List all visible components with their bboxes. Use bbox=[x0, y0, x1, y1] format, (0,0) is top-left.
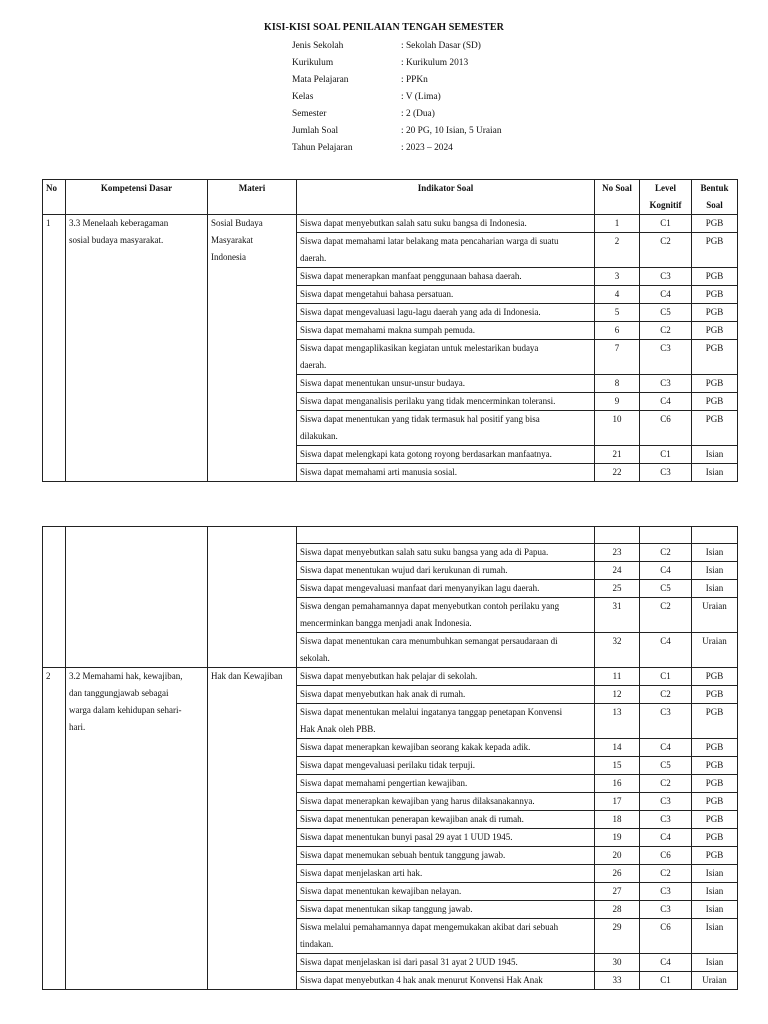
bentuk-soal-cell: PGB bbox=[692, 286, 738, 304]
table-header-row bbox=[43, 180, 738, 215]
no-soal-cell: 24 bbox=[595, 562, 640, 580]
level-kognitif-cell: C2 bbox=[640, 686, 692, 704]
no-soal-cell: 26 bbox=[595, 865, 640, 883]
level-kognitif-cell: C3 bbox=[640, 811, 692, 829]
no-soal-cell: 19 bbox=[595, 829, 640, 847]
level-kognitif-cell: C2 bbox=[640, 598, 692, 633]
bentuk-soal-cell: Isian bbox=[692, 865, 738, 883]
no-soal-cell: 23 bbox=[595, 544, 640, 562]
indikator-line: mencerminkan bangga menjadi anak Indonesia. bbox=[300, 618, 472, 628]
kompetensi-dasar-cell bbox=[66, 668, 208, 990]
indikator-line: Siswa dapat mengaplikasikan kegiatan untuk melestarikan budaya bbox=[300, 343, 539, 353]
meta-row bbox=[292, 55, 502, 72]
level-kognitif-cell: C5 bbox=[640, 757, 692, 775]
kompetensi-dasar-line: 3.3 Menelaah keberagaman bbox=[69, 218, 169, 228]
materi-line: Masyarakat bbox=[211, 235, 253, 245]
indikator-line: Siswa dapat menentukan wujud dari kerukunan di rumah. bbox=[300, 565, 508, 575]
no-soal-cell: 33 bbox=[595, 972, 640, 990]
indikator-line: Siswa melalui pemahamannya dapat mengemukakan akibat dari sebuah bbox=[300, 922, 559, 932]
meta-row bbox=[292, 89, 502, 106]
indikator-soal-cell bbox=[297, 268, 595, 286]
no-soal-cell: 25 bbox=[595, 580, 640, 598]
indikator-line: Siswa dapat melengkapi kata gotong royong berdasarkan manfaatnya. bbox=[300, 449, 552, 459]
level-kognitif-cell: C4 bbox=[640, 562, 692, 580]
bentuk-soal-cell: PGB bbox=[692, 757, 738, 775]
bentuk-soal-cell: Isian bbox=[692, 580, 738, 598]
bentuk-soal-cell: PGB bbox=[692, 811, 738, 829]
header-indikator-soal: Indikator Soal bbox=[297, 180, 595, 215]
header-no: No bbox=[43, 180, 66, 215]
bentuk-soal-cell: Isian bbox=[692, 464, 738, 482]
indikator-line: Siswa dapat menyebutkan hak pelajar di sekolah. bbox=[300, 671, 478, 681]
meta-label: Kurikulum bbox=[292, 58, 334, 68]
materi-line: Sosial Budaya bbox=[211, 218, 263, 228]
level-kognitif-cell: C3 bbox=[640, 793, 692, 811]
level-kognitif-cell: C5 bbox=[640, 580, 692, 598]
indikator-line: Siswa dapat memahami arti manusia sosial. bbox=[300, 467, 457, 477]
indikator-soal-cell bbox=[297, 668, 595, 686]
empty-cell bbox=[692, 527, 738, 544]
bentuk-soal-cell: PGB bbox=[692, 775, 738, 793]
indikator-soal-cell bbox=[297, 446, 595, 464]
level-kognitif-cell: C3 bbox=[640, 901, 692, 919]
indikator-soal-cell bbox=[297, 739, 595, 757]
indikator-soal-cell bbox=[297, 775, 595, 793]
indikator-line: Siswa dapat mengevaluasi manfaat dari menyanyikan lagu daerah. bbox=[300, 583, 540, 593]
header-level-kognitif bbox=[640, 180, 692, 215]
no-soal-cell: 15 bbox=[595, 757, 640, 775]
document-meta bbox=[292, 38, 502, 157]
table-row bbox=[43, 668, 738, 686]
bentuk-soal-cell: Uraian bbox=[692, 972, 738, 990]
indikator-soal-cell bbox=[297, 304, 595, 322]
kompetensi-dasar-line: hari. bbox=[69, 722, 86, 732]
indikator-soal-cell bbox=[297, 757, 595, 775]
level-kognitif-cell: C3 bbox=[640, 464, 692, 482]
indikator-soal-cell bbox=[297, 847, 595, 865]
indikator-line: Siswa dapat menjelaskan arti hak. bbox=[300, 868, 423, 878]
blank-continuation-row bbox=[43, 527, 738, 544]
indikator-soal-cell bbox=[297, 393, 595, 411]
no-soal-cell: 11 bbox=[595, 668, 640, 686]
indikator-soal-cell bbox=[297, 340, 595, 375]
level-kognitif-cell: C2 bbox=[640, 775, 692, 793]
indikator-line: Siswa dapat menjelaskan isi dari pasal 31 ayat 2 UUD 1945. bbox=[300, 957, 518, 967]
table-body bbox=[43, 215, 738, 482]
level-kognitif-cell: C6 bbox=[640, 919, 692, 954]
bentuk-soal-cell: PGB bbox=[692, 304, 738, 322]
indikator-line: Siswa dengan pemahamannya dapat menyebutkan contoh perilaku yang bbox=[300, 601, 560, 611]
level-kognitif-cell: C2 bbox=[640, 865, 692, 883]
bentuk-soal-cell: Isian bbox=[692, 562, 738, 580]
indikator-soal-cell bbox=[297, 322, 595, 340]
indikator-line: Siswa dapat menentukan unsur-unsur budaya. bbox=[300, 378, 466, 388]
meta-value: : 2023 – 2024 bbox=[401, 143, 453, 153]
meta-label: Jenis Sekolah bbox=[292, 41, 344, 51]
no-soal-cell: 2 bbox=[595, 233, 640, 268]
kisi-kisi-table-page-1 bbox=[42, 179, 738, 482]
indikator-line: Siswa dapat menemukan sebuah bentuk tanggung jawab. bbox=[300, 850, 506, 860]
level-kognitif-cell: C3 bbox=[640, 340, 692, 375]
indikator-line: Siswa dapat menyebutkan salah satu suku bangsa yang ada di Papua. bbox=[300, 547, 549, 557]
indikator-line: Siswa dapat mengevaluasi perilaku tidak terpuji. bbox=[300, 760, 475, 770]
materi-cell bbox=[208, 668, 297, 990]
indikator-soal-cell bbox=[297, 883, 595, 901]
bentuk-soal-cell: Isian bbox=[692, 446, 738, 464]
meta-row bbox=[292, 140, 502, 157]
bentuk-soal-cell: PGB bbox=[692, 268, 738, 286]
indikator-soal-cell bbox=[297, 793, 595, 811]
meta-value: : V (Lima) bbox=[401, 92, 441, 102]
indikator-line: Siswa dapat memahami makna sumpah pemuda. bbox=[300, 325, 475, 335]
no-soal-cell: 17 bbox=[595, 793, 640, 811]
no-soal-cell: 10 bbox=[595, 411, 640, 446]
meta-label: Jumlah Soal bbox=[292, 126, 339, 136]
empty-cell bbox=[208, 527, 297, 668]
materi-line: Hak dan Kewajiban bbox=[211, 671, 283, 681]
indikator-line: Siswa dapat mengevaluasi lagu-lagu daerah yang ada di Indonesia. bbox=[300, 307, 541, 317]
meta-value: : 20 PG, 10 Isian, 5 Uraian bbox=[401, 126, 502, 136]
indikator-soal-cell bbox=[297, 580, 595, 598]
row-number-cell: 1 bbox=[43, 215, 66, 482]
bentuk-soal-cell: PGB bbox=[692, 847, 738, 865]
meta-row bbox=[292, 72, 502, 89]
level-kognitif-cell: C2 bbox=[640, 322, 692, 340]
indikator-line: sekolah. bbox=[300, 653, 330, 663]
empty-cell bbox=[43, 527, 66, 668]
materi-cell bbox=[208, 215, 297, 482]
indikator-line: tindakan. bbox=[300, 939, 334, 949]
empty-cell bbox=[66, 527, 208, 668]
no-soal-cell: 28 bbox=[595, 901, 640, 919]
no-soal-cell: 4 bbox=[595, 286, 640, 304]
no-soal-cell: 30 bbox=[595, 954, 640, 972]
indikator-line: daerah. bbox=[300, 360, 327, 370]
indikator-soal-cell bbox=[297, 464, 595, 482]
indikator-line: Siswa dapat menerapkan kewajiban seorang kakak kepada adik. bbox=[300, 742, 531, 752]
empty-cell bbox=[640, 527, 692, 544]
indikator-line: Siswa dapat menentukan melalui ingatanya tanggap penetapan Konvensi bbox=[300, 707, 563, 717]
header-bentuk-line1: Bentuk bbox=[700, 183, 729, 193]
kompetensi-dasar-line: dan tanggungjawab sebagai bbox=[69, 688, 169, 698]
indikator-line: Siswa dapat menerapkan kewajiban yang harus dilaksanakannya. bbox=[300, 796, 535, 806]
indikator-soal-cell bbox=[297, 544, 595, 562]
no-soal-cell: 27 bbox=[595, 883, 640, 901]
level-kognitif-cell: C4 bbox=[640, 954, 692, 972]
document-title: KISI-KISI SOAL PENILAIAN TENGAH SEMESTER bbox=[264, 22, 504, 33]
indikator-soal-cell bbox=[297, 919, 595, 954]
no-soal-cell: 12 bbox=[595, 686, 640, 704]
bentuk-soal-cell: Isian bbox=[692, 901, 738, 919]
indikator-line: daerah. bbox=[300, 253, 327, 263]
indikator-soal-cell bbox=[297, 811, 595, 829]
materi-line: Indonesia bbox=[211, 252, 246, 262]
level-kognitif-cell: C2 bbox=[640, 233, 692, 268]
indikator-soal-cell bbox=[297, 633, 595, 668]
bentuk-soal-cell: PGB bbox=[692, 215, 738, 233]
indikator-line: Siswa dapat menentukan penerapan kewajiban anak di rumah. bbox=[300, 814, 524, 824]
bentuk-soal-cell: Uraian bbox=[692, 598, 738, 633]
indikator-line: Siswa dapat menentukan sikap tanggung jawab. bbox=[300, 904, 473, 914]
no-soal-cell: 13 bbox=[595, 704, 640, 739]
indikator-soal-cell bbox=[297, 829, 595, 847]
meta-value: : Kurikulum 2013 bbox=[401, 58, 469, 68]
indikator-line: Siswa dapat memahami pengertian kewajiban. bbox=[300, 778, 468, 788]
level-kognitif-cell: C2 bbox=[640, 544, 692, 562]
indikator-line: Siswa dapat menentukan kewajiban nelayan. bbox=[300, 886, 462, 896]
no-soal-cell: 29 bbox=[595, 919, 640, 954]
no-soal-cell: 8 bbox=[595, 375, 640, 393]
header-bentuk-line2: Soal bbox=[706, 200, 723, 210]
meta-label: Semester bbox=[292, 109, 327, 119]
bentuk-soal-cell: PGB bbox=[692, 233, 738, 268]
bentuk-soal-cell: PGB bbox=[692, 340, 738, 375]
bentuk-soal-cell: PGB bbox=[692, 739, 738, 757]
no-soal-cell: 22 bbox=[595, 464, 640, 482]
kompetensi-dasar-line: sosial budaya masyarakat. bbox=[69, 235, 164, 245]
kisi-kisi-table-page-2 bbox=[42, 526, 738, 990]
no-soal-cell: 6 bbox=[595, 322, 640, 340]
bentuk-soal-cell: Isian bbox=[692, 919, 738, 954]
bentuk-soal-cell: PGB bbox=[692, 829, 738, 847]
indikator-line: Siswa dapat menentukan cara menumbuhkan semangat persaudaraan di bbox=[300, 636, 558, 646]
no-soal-cell: 9 bbox=[595, 393, 640, 411]
bentuk-soal-cell: PGB bbox=[692, 668, 738, 686]
header-level-line1: Level bbox=[655, 183, 676, 193]
indikator-line: Siswa dapat menyebutkan 4 hak anak menurut Konvensi Hak Anak bbox=[300, 975, 543, 985]
bentuk-soal-cell: Uraian bbox=[692, 633, 738, 668]
indikator-soal-cell bbox=[297, 411, 595, 446]
bentuk-soal-cell: PGB bbox=[692, 393, 738, 411]
bentuk-soal-cell: PGB bbox=[692, 375, 738, 393]
indikator-soal-cell bbox=[297, 562, 595, 580]
header-level-line2: Kognitif bbox=[649, 200, 682, 210]
level-kognitif-cell: C1 bbox=[640, 446, 692, 464]
level-kognitif-cell: C1 bbox=[640, 972, 692, 990]
indikator-soal-cell bbox=[297, 901, 595, 919]
level-kognitif-cell: C4 bbox=[640, 829, 692, 847]
empty-cell bbox=[595, 527, 640, 544]
level-kognitif-cell: C3 bbox=[640, 883, 692, 901]
header-materi: Materi bbox=[208, 180, 297, 215]
meta-label: Tahun Pelajaran bbox=[292, 143, 353, 153]
meta-row bbox=[292, 123, 502, 140]
meta-label: Kelas bbox=[292, 92, 314, 102]
kompetensi-dasar-line: warga dalam kehidupan sehari- bbox=[69, 705, 182, 715]
indikator-line: dilakukan. bbox=[300, 431, 338, 441]
no-soal-cell: 18 bbox=[595, 811, 640, 829]
indikator-line: Siswa dapat menentukan yang tidak termasuk hal positif yang bisa bbox=[300, 414, 540, 424]
indikator-line: Siswa dapat menyebutkan hak anak di rumah. bbox=[300, 689, 466, 699]
bentuk-soal-cell: PGB bbox=[692, 322, 738, 340]
bentuk-soal-cell: PGB bbox=[692, 686, 738, 704]
bentuk-soal-cell: Isian bbox=[692, 544, 738, 562]
level-kognitif-cell: C4 bbox=[640, 633, 692, 668]
bentuk-soal-cell: PGB bbox=[692, 704, 738, 739]
meta-value: : 2 (Dua) bbox=[401, 109, 435, 119]
table-row bbox=[43, 215, 738, 233]
level-kognitif-cell: C3 bbox=[640, 375, 692, 393]
indikator-soal-cell bbox=[297, 686, 595, 704]
level-kognitif-cell: C3 bbox=[640, 704, 692, 739]
indikator-soal-cell bbox=[297, 233, 595, 268]
bentuk-soal-cell: Isian bbox=[692, 883, 738, 901]
indikator-line: Siswa dapat menentukan bunyi pasal 29 ayat 1 UUD 1945. bbox=[300, 832, 513, 842]
bentuk-soal-cell: PGB bbox=[692, 793, 738, 811]
no-soal-cell: 31 bbox=[595, 598, 640, 633]
meta-value: : Sekolah Dasar (SD) bbox=[401, 41, 481, 51]
indikator-line: Siswa dapat menganalisis perilaku yang tidak mencerminkan toleransi. bbox=[300, 396, 556, 406]
indikator-line: Siswa dapat mengetahui bahasa persatuan. bbox=[300, 289, 454, 299]
no-soal-cell: 5 bbox=[595, 304, 640, 322]
no-soal-cell: 32 bbox=[595, 633, 640, 668]
no-soal-cell: 20 bbox=[595, 847, 640, 865]
no-soal-cell: 16 bbox=[595, 775, 640, 793]
level-kognitif-cell: C6 bbox=[640, 411, 692, 446]
no-soal-cell: 7 bbox=[595, 340, 640, 375]
indikator-line: Siswa dapat menyebutkan salah satu suku bangsa di Indonesia. bbox=[300, 218, 527, 228]
indikator-line: Siswa dapat memahami latar belakang mata pencaharian warga di suatu bbox=[300, 236, 559, 246]
meta-row bbox=[292, 38, 502, 55]
level-kognitif-cell: C1 bbox=[640, 215, 692, 233]
no-soal-cell: 3 bbox=[595, 268, 640, 286]
indikator-line: Hak Anak oleh PBB. bbox=[300, 724, 376, 734]
level-kognitif-cell: C6 bbox=[640, 847, 692, 865]
level-kognitif-cell: C4 bbox=[640, 739, 692, 757]
table-body bbox=[43, 527, 738, 990]
indikator-line: Siswa dapat menerapkan manfaat penggunaan bahasa daerah. bbox=[300, 271, 522, 281]
indikator-soal-cell bbox=[297, 704, 595, 739]
indikator-soal-cell bbox=[297, 375, 595, 393]
level-kognitif-cell: C4 bbox=[640, 286, 692, 304]
bentuk-soal-cell: PGB bbox=[692, 411, 738, 446]
kompetensi-dasar-line: 3.2 Memahami hak, kewajiban, bbox=[69, 671, 183, 681]
header-kompetensi-dasar: Kompetensi Dasar bbox=[66, 180, 208, 215]
header-no-soal: No Soal bbox=[595, 180, 640, 215]
header-bentuk-soal bbox=[692, 180, 738, 215]
row-number-cell: 2 bbox=[43, 668, 66, 990]
no-soal-cell: 14 bbox=[595, 739, 640, 757]
no-soal-cell: 1 bbox=[595, 215, 640, 233]
empty-cell bbox=[297, 527, 595, 544]
meta-label: Mata Pelajaran bbox=[292, 75, 349, 85]
indikator-soal-cell bbox=[297, 865, 595, 883]
indikator-soal-cell bbox=[297, 598, 595, 633]
level-kognitif-cell: C1 bbox=[640, 668, 692, 686]
level-kognitif-cell: C5 bbox=[640, 304, 692, 322]
indikator-soal-cell bbox=[297, 215, 595, 233]
indikator-soal-cell bbox=[297, 286, 595, 304]
kompetensi-dasar-cell bbox=[66, 215, 208, 482]
meta-row bbox=[292, 106, 502, 123]
indikator-soal-cell bbox=[297, 954, 595, 972]
bentuk-soal-cell: Isian bbox=[692, 954, 738, 972]
no-soal-cell: 21 bbox=[595, 446, 640, 464]
level-kognitif-cell: C4 bbox=[640, 393, 692, 411]
level-kognitif-cell: C3 bbox=[640, 268, 692, 286]
indikator-soal-cell bbox=[297, 972, 595, 990]
meta-value: : PPKn bbox=[401, 75, 428, 85]
